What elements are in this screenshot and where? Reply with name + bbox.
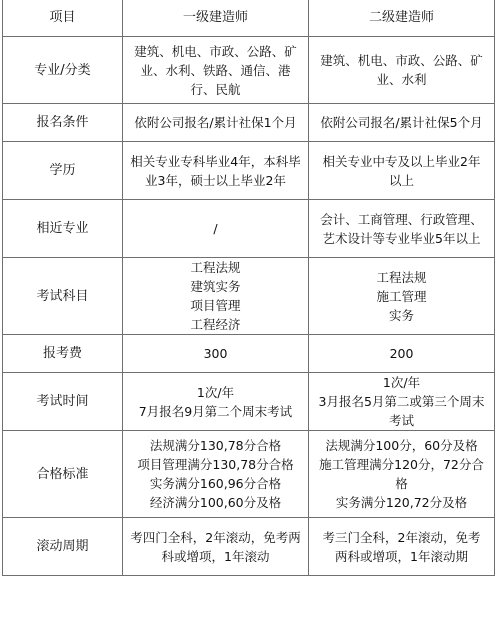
cell-line: 实务 xyxy=(388,307,414,323)
table-header-row xyxy=(3,0,495,37)
cell-line: 格 xyxy=(395,476,408,491)
level2-cell xyxy=(309,518,495,576)
cell-line: 施工管理满分120分，72分合 xyxy=(319,457,484,472)
row-label: 考试时间 xyxy=(3,373,123,431)
cell-line: 相关专业中专及以上毕业2年 xyxy=(322,153,481,169)
header-level2: 二级建造师 xyxy=(309,0,495,37)
cell-line: 科或增项，1年滚动 xyxy=(161,548,270,564)
level1-cell xyxy=(123,200,309,258)
level1-cell xyxy=(123,373,309,431)
table-row xyxy=(3,200,495,258)
cell-line: 以上 xyxy=(388,172,414,188)
table-row xyxy=(3,104,495,142)
cell-line: 建筑、机电、市政、公路、矿 xyxy=(320,53,483,68)
level1-cell xyxy=(123,518,309,576)
cell-line: 实务满分160,96分合格 xyxy=(149,476,282,491)
table-row xyxy=(3,373,495,431)
level2-cell xyxy=(309,431,495,518)
level2-cell xyxy=(309,104,495,142)
cell-line: 艺术设计等专业毕业5年以上 xyxy=(322,230,481,246)
level2-cell xyxy=(309,373,495,431)
cell-line: 相关专业专科毕业4年，本科毕 xyxy=(130,153,301,169)
cell-line: 工程经济 xyxy=(190,317,241,332)
cell-line: 1次/年 xyxy=(382,375,421,390)
cell-line: 1次/年 xyxy=(196,384,235,400)
row-label: 学历 xyxy=(3,142,123,200)
row-label: 滚动周期 xyxy=(3,518,123,576)
cell-line: 施工管理 xyxy=(376,288,427,304)
level1-cell xyxy=(123,37,309,104)
cell-line: 建筑、机电、市政、公路、矿 xyxy=(134,43,297,59)
row-label: 报名条件 xyxy=(3,104,123,142)
row-label: 考试科目 xyxy=(3,258,123,335)
cell-line: 考试 xyxy=(388,413,414,428)
cell-line: 工程法规 xyxy=(376,269,427,285)
table-row xyxy=(3,142,495,200)
cell-line: 业3年，硕士以上毕业2年 xyxy=(145,172,286,188)
cell-line: 考三门全科，2年滚动，免考 xyxy=(322,529,481,545)
cell-line: 7月报名9月第二个周末考试 xyxy=(138,403,293,419)
level1-cell xyxy=(123,142,309,200)
cell-line: 300 xyxy=(203,346,228,361)
level2-cell xyxy=(309,37,495,104)
level2-cell xyxy=(309,335,495,373)
level1-cell xyxy=(123,258,309,335)
level1-cell xyxy=(123,431,309,518)
cell-line: 工程法规 xyxy=(190,260,241,275)
cell-line: 会计、工商管理、行政管理、 xyxy=(320,211,483,227)
level2-cell xyxy=(309,142,495,200)
row-label: 相近专业 xyxy=(3,200,123,258)
row-label: 专业/分类 xyxy=(3,37,123,104)
table-row xyxy=(3,335,495,373)
cell-line: 实务满分120,72分及格 xyxy=(335,495,468,510)
level2-cell xyxy=(309,200,495,258)
row-label: 报考费 xyxy=(3,335,123,373)
header-level1: 一级建造师 xyxy=(123,0,309,37)
cell-line: 行、民航 xyxy=(190,81,241,97)
cell-line: 3月报名5月第二或第三个周末 xyxy=(318,394,485,409)
level1-cell xyxy=(123,335,309,373)
cell-line: 项目管理 xyxy=(190,298,241,313)
level2-cell xyxy=(309,258,495,335)
cell-line: 法规满分130,78分合格 xyxy=(149,438,282,453)
header-item: 项目 xyxy=(3,0,123,37)
table-row xyxy=(3,37,495,104)
cell-line: 建筑实务 xyxy=(190,279,241,294)
cell-line: 依附公司报名/累计社保5个月 xyxy=(320,115,483,130)
cell-line: 法规满分100分，60分及格 xyxy=(325,438,478,453)
cell-line: 业、水利、铁路、通信、港 xyxy=(140,62,291,78)
cell-line: / xyxy=(213,221,218,236)
table-row xyxy=(3,258,495,335)
cell-line: 项目管理满分130,78分合格 xyxy=(137,457,294,472)
table-row xyxy=(3,518,495,576)
level1-cell xyxy=(123,104,309,142)
row-label: 合格标准 xyxy=(3,431,123,518)
cell-line: 经济满分100,60分及格 xyxy=(149,495,282,510)
cell-line: 200 xyxy=(389,346,414,361)
cell-line: 依附公司报名/累计社保1个月 xyxy=(134,115,297,130)
cell-line: 业、水利 xyxy=(376,72,427,87)
table-row xyxy=(3,431,495,518)
constructor-comparison-table xyxy=(2,0,495,576)
cell-line: 两科或增项，1年滚动期 xyxy=(335,548,468,564)
cell-line: 考四门全科，2年滚动，免考两 xyxy=(130,529,301,545)
table-body xyxy=(3,37,495,576)
